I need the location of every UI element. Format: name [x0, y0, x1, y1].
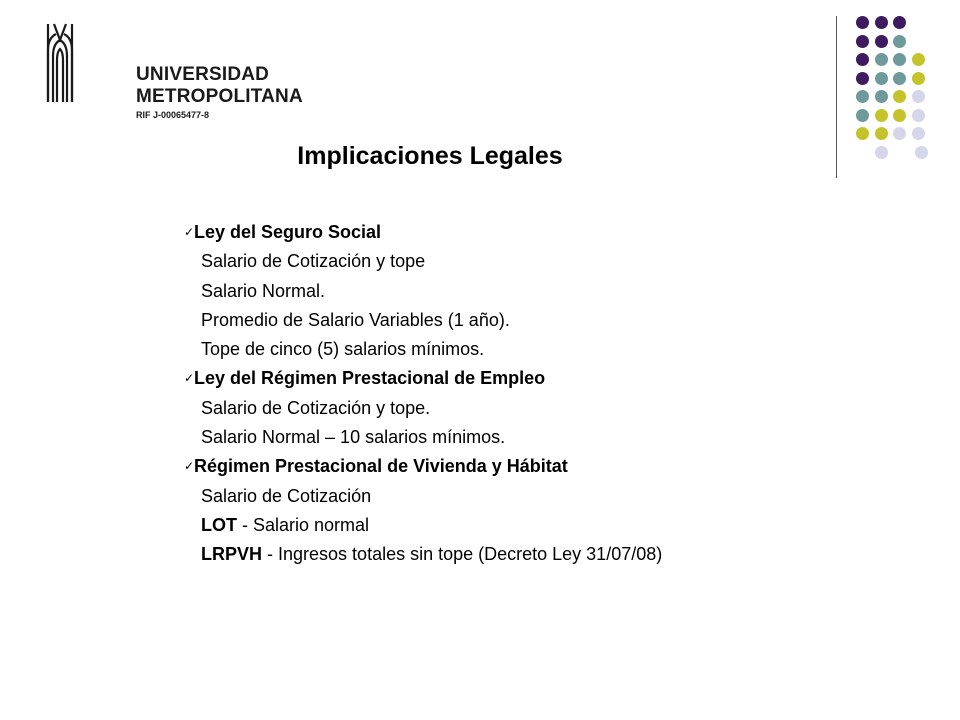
decorative-dot [915, 146, 928, 159]
decorative-dot [875, 53, 888, 66]
decorative-dot [856, 35, 869, 48]
logo-name-line1: UNIVERSIDAD [136, 64, 270, 85]
decorative-dot [912, 127, 925, 140]
bullet-item [184, 218, 662, 247]
logo-rif: RIF J-00065477-8 [136, 110, 210, 120]
decorative-dot [856, 16, 869, 29]
decorative-dot [893, 72, 906, 85]
decorative-dot [875, 127, 888, 140]
bullet-heading: Régimen Prestacional de Vivienda y Hábitat [194, 456, 568, 477]
decorative-dot [912, 109, 925, 122]
bullet-subline: Salario de Cotización [201, 485, 372, 506]
decorative-dot [875, 109, 888, 122]
bullet-subline: Salario Normal. [201, 280, 326, 301]
decorative-dot [875, 16, 888, 29]
decorative-dot [912, 53, 925, 66]
decorative-dot [856, 127, 869, 140]
university-logo [44, 20, 303, 130]
bullet-subline: Promedio de Salario Variables (1 año). [201, 309, 510, 330]
decorative-dot [912, 90, 925, 103]
slide-title: Implicaciones Legales [297, 142, 563, 170]
bullet-item [184, 452, 662, 481]
decorative-dot [893, 109, 906, 122]
bullet-item [184, 364, 662, 393]
decorative-dot [856, 72, 869, 85]
bullet-subline: Salario Normal – 10 salarios mínimos. [201, 427, 506, 448]
decorative-dot [875, 72, 888, 85]
logo-text [136, 64, 303, 120]
decorative-dot [893, 90, 906, 103]
bullet-subline: LOT - Salario normal [201, 514, 370, 535]
bullet-subline: Salario de Cotización y tope. [201, 397, 431, 418]
bullet-heading: Ley del Seguro Social [194, 222, 382, 242]
checkmark-icon: ✓ [184, 459, 195, 474]
decorative-dot [893, 53, 906, 66]
checkmark-icon: ✓ [184, 371, 195, 386]
decorative-dot [893, 16, 906, 29]
decorative-dot-grid [850, 14, 950, 164]
decorative-dot [856, 53, 869, 66]
university-emblem-icon [44, 20, 134, 110]
decorative-dot [875, 35, 888, 48]
decorative-dot [893, 35, 906, 48]
logo-name-line2: METROPOLITANA [136, 86, 303, 107]
decorative-dot [912, 72, 925, 85]
decorative-dot [875, 146, 888, 159]
checkmark-icon: ✓ [184, 225, 195, 239]
bullet-heading: Ley del Régimen Prestacional de Empleo [194, 368, 546, 389]
decorative-dot [875, 90, 888, 103]
bullet-subline: Tope de cinco (5) salarios mínimos. [201, 339, 485, 360]
slide-content [184, 218, 662, 570]
decorative-dot [893, 127, 906, 140]
bullet-subline: Salario de Cotización y tope [201, 251, 426, 272]
decorative-dot [856, 109, 869, 122]
decorative-dot [856, 90, 869, 103]
bullet-subline: LRPVH - Ingresos totales sin tope (Decreto Ley 31/07/08) [201, 544, 663, 565]
